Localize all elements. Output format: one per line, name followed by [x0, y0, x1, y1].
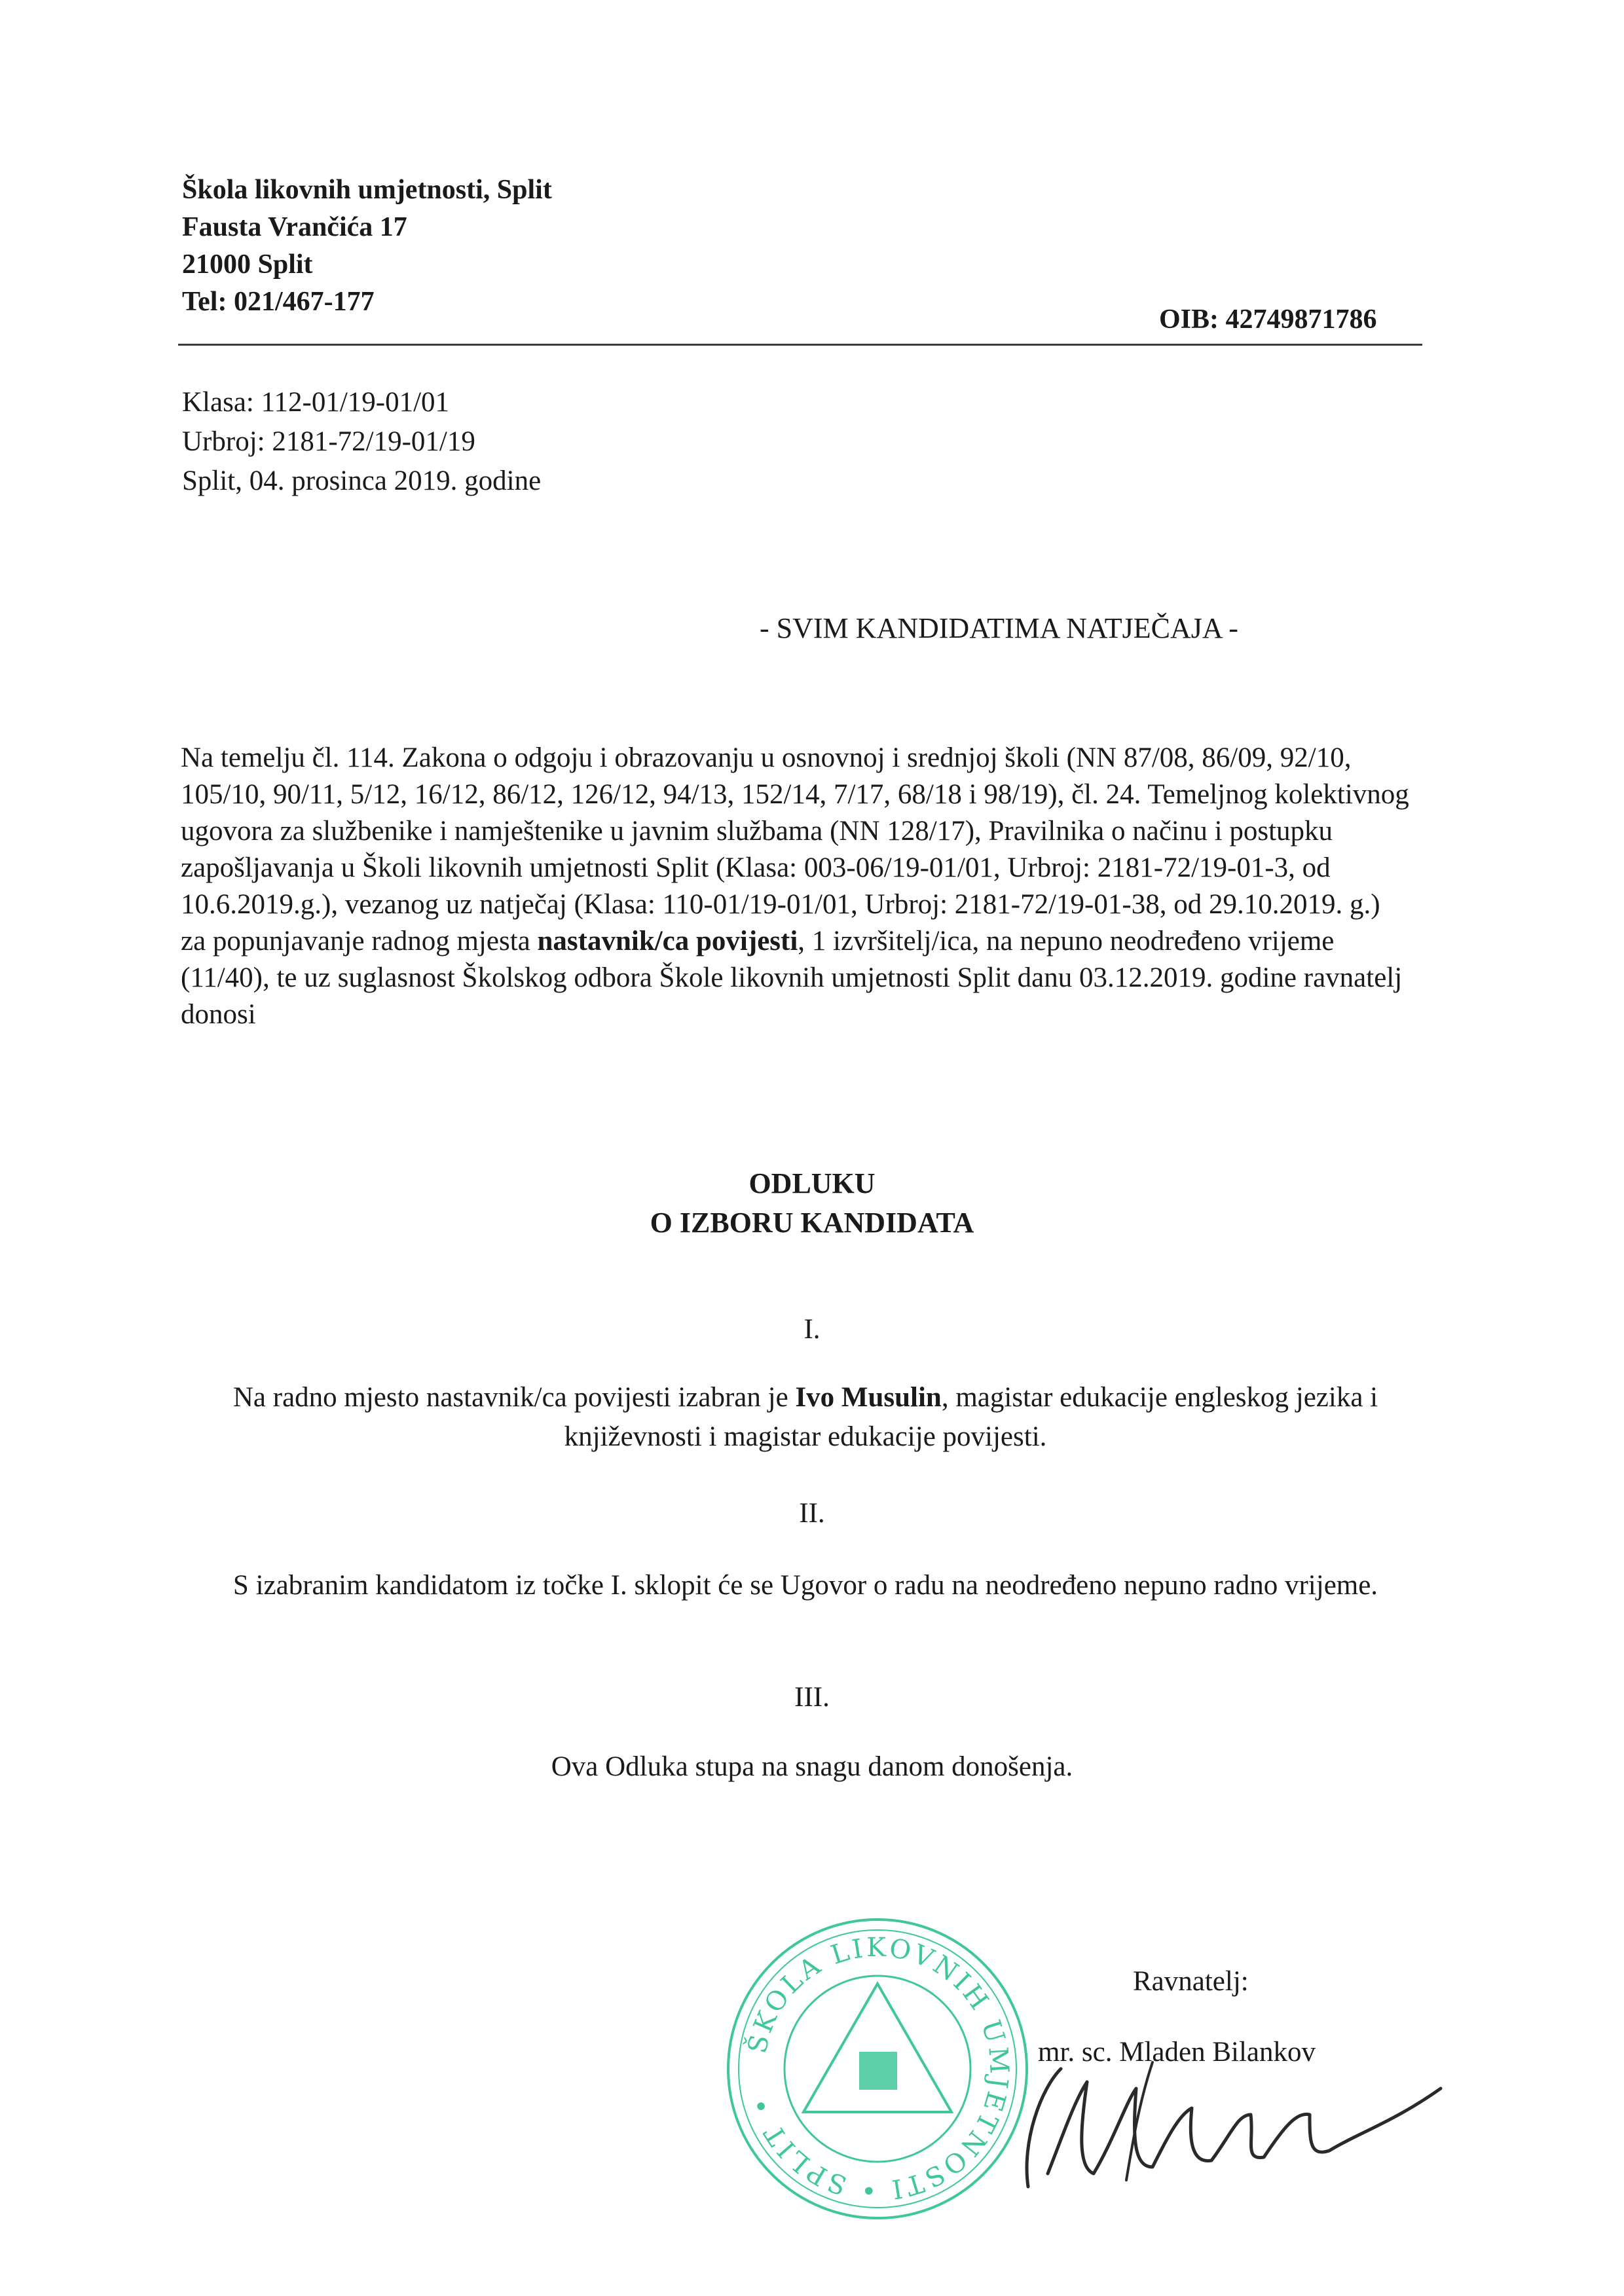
section-number-1: I.: [803, 1314, 821, 1345]
school-stamp: [720, 1912, 1035, 2226]
oib-number: OIB: 42749871786: [1159, 304, 1377, 335]
klasa: Klasa: 112-01/19-01/01: [182, 387, 450, 418]
intro-part-1: Na temelju čl. 114. Zakona o odgoju i obrazovanju u osnovnoj i srednjoj školi (NN 87/08, 86/09, 92/10, 105/10, 90/11, 5/12, 16/12, 86/12, 126/12, 94/13, 152/14, 7/17, 68/18 i 98/19), čl. 24. Temeljnog kolektivnog ugovora za službenike i namještenike u javnim službama (NN 128/17), Pravilnika o načinu i postupku zapošljavanja u Školi likovnih umjetnosti Split (Klasa: 003-06/19-01/01, Urbroj: 2181-72/19-01-3, od 10.6.2019.g.), vezanog uz natječaj (Klasa: 110-01/19-01/01, Urbroj: 2181-72/19-01-38, od 29.10.2019. g.) za popunjavanje radnog mjesta: [181, 742, 1409, 957]
school-street: Fausta Vrančića 17: [182, 212, 407, 242]
section-number-2: II.: [799, 1498, 825, 1529]
school-header: [182, 172, 552, 321]
selected-candidate: Ivo Musulin: [795, 1382, 942, 1413]
addressee: - SVIM KANDIDATIMA NATJEČAJA -: [760, 612, 1238, 644]
section-3-text: Ova Odluka stupa na snagu danom donošenja.: [551, 1751, 1073, 1782]
position-name: nastavnik/ca povijesti: [537, 926, 798, 957]
school-city: 21000 Split: [182, 249, 313, 280]
section-2-text: S izabranim kandidatom iz točke I. sklopit će se Ugovor o radu na neodređeno nepuno radno vrijeme.: [232, 1570, 1378, 1601]
handwritten-signature: [1002, 2043, 1460, 2206]
document-date: Split, 04. prosinca 2019. godine: [182, 465, 542, 496]
school-name: Škola likovnih umjetnosti, Split: [182, 175, 552, 205]
section-number-3: III.: [794, 1682, 830, 1713]
decision-title: [0, 1164, 1624, 1243]
stamp-square: [859, 2052, 897, 2090]
signatory-name: mr. sc. Mladen Bilankov: [1038, 2037, 1316, 2068]
urbroj: Urbroj: 2181-72/19-01/19: [182, 426, 475, 457]
section-1-text: [177, 1378, 1434, 1457]
intro-paragraph: [181, 740, 1412, 1033]
decision-title-line-2: O IZBORU KANDIDATA: [650, 1207, 974, 1239]
intro-part-2: , 1 izvršitelj/ica, na nepuno neodređeno vrijeme (11/40), te uz suglasnost Školskog odbora Škole likovnih umjetnosti Split danu 03.12.2019. godine ravnatelj donosi: [181, 926, 1403, 1030]
stamp-text: ŠKOLA LIKOVNIH UMJETNOSTI • SPLIT •: [742, 1932, 1014, 2206]
section-1-part-2: , magistar edukacije engleskog jezika i književnosti i magistar edukacije povijesti.: [564, 1382, 1378, 1452]
section-1-part-1: Na radno mjesto nastavnik/ca povijesti izabran je: [232, 1382, 796, 1413]
document-references: [182, 383, 541, 501]
school-phone: Tel: 021/467-177: [182, 287, 375, 317]
header-divider: [178, 344, 1422, 346]
signatory-role: Ravnatelj:: [1133, 1966, 1249, 1997]
decision-title-line-1: ODLUKU: [748, 1167, 876, 1199]
